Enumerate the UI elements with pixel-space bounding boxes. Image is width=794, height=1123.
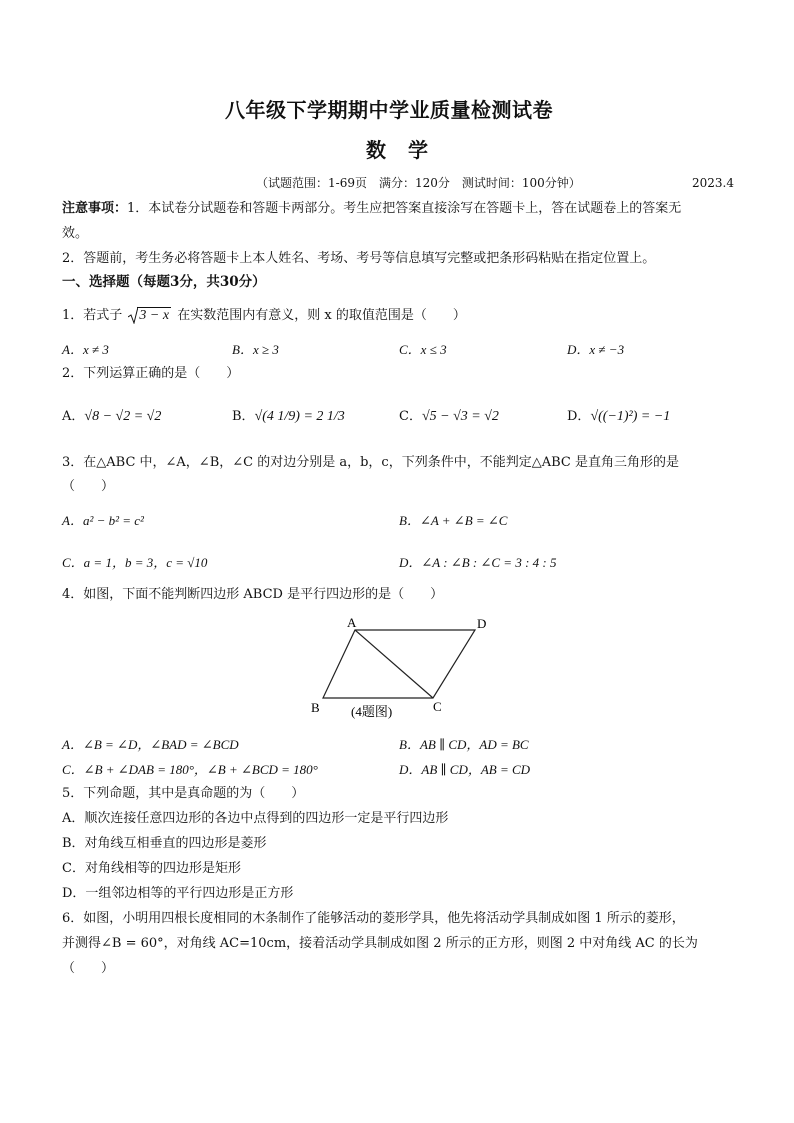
q5-option-b[interactable]: B．对角线互相垂直的四边形是菱形 — [62, 836, 267, 851]
q2-option-c-label: C． — [399, 409, 422, 424]
q2-option-a[interactable] — [62, 410, 161, 424]
q4-stem: 4．如图，下面不能判断四边形 ABCD 是平行四边形的是（ ） — [62, 587, 444, 602]
q3-option-b[interactable]: B．∠A + ∠B = ∠C — [399, 513, 508, 528]
exam-title: 八年级下学期期中学业质量检测试卷 — [225, 98, 553, 122]
section-heading: 一、选择题（每题3分，共30分） — [62, 274, 266, 290]
q1-radicand: 3 − x — [139, 308, 170, 323]
notes-label: 注意事项： — [62, 201, 128, 216]
figure-caption: (4题图) — [351, 704, 393, 719]
q1-radical — [128, 309, 171, 323]
q1-stem-post: 在实数范围内有意义，则 x 的取值范围是（ ） — [177, 308, 466, 323]
q2-option-c-expr: √5 − √3 = √2 — [421, 409, 499, 424]
q2-option-a-expr: √8 − √2 = √2 — [84, 409, 162, 424]
parallelogram-abcd — [323, 630, 475, 698]
vertex-c-label: C — [433, 699, 442, 714]
notes-line1 — [62, 202, 681, 215]
exam-date: 2023.4 — [692, 176, 734, 190]
q3-stem-paren: （ ） — [62, 479, 115, 494]
q2-option-b-expr: √(4 1/9) = 2 1/3 — [254, 409, 345, 424]
q6-line3: （ ） — [62, 961, 115, 976]
q4-option-b[interactable]: B．AB ∥ CD，AD = BC — [399, 737, 529, 752]
q2-option-d[interactable] — [567, 410, 670, 424]
vertex-b-label: B — [311, 700, 320, 715]
q1-stem-pre: 1．若式子 — [62, 308, 123, 323]
q2-option-b[interactable] — [232, 410, 345, 424]
q5-option-d[interactable]: D．一组邻边相等的平行四边形是正方形 — [62, 886, 294, 901]
q1-option-a[interactable]: A．x ≠ 3 — [62, 342, 109, 357]
q3-option-a[interactable]: A．a² − b² = c² — [62, 513, 144, 528]
q2-option-c[interactable] — [399, 410, 499, 424]
q2-stem: 2．下列运算正确的是（ ） — [62, 366, 240, 381]
q5-stem: 5．下列命题，其中是真命题的为（ ） — [62, 786, 305, 801]
q1-stem — [62, 309, 466, 323]
q5-option-c[interactable]: C．对角线相等的四边形是矩形 — [62, 861, 241, 876]
q3-option-d[interactable]: D．∠A : ∠B : ∠C = 3 : 4 : 5 — [399, 555, 557, 570]
q6-line2: 并测得∠B = 60°，对角线 AC=10cm，接着活动学具制成如图 2 所示的正方形，则图 2 中对角线 AC 的长为 — [62, 936, 698, 951]
q4-option-c[interactable]: C．∠B + ∠DAB = 180°，∠B + ∠BCD = 180° — [62, 762, 318, 777]
q2-option-d-expr: √((−1)²) = −1 — [590, 409, 671, 424]
q6-line1: 6．如图，小明用四根长度相同的木条制作了能够活动的菱形学具，他先将活动学具制成如图 1 所示的菱形， — [62, 911, 685, 926]
exam-meta: （试题范围：1-69页 满分：120分 测试时间：100分钟） — [256, 176, 581, 190]
vertex-a-label: A — [347, 615, 357, 630]
notes-text-1: 1．本试卷分试题卷和答题卡两部分。考生应把答案直接涂写在答题卡上，答在试题卷上的答案无 — [127, 201, 682, 216]
q5-option-a[interactable]: A．顺次连接任意四边形的各边中点得到的四边形一定是平行四边形 — [62, 811, 449, 826]
vertex-d-label: D — [477, 616, 487, 631]
diagonal-ac — [355, 630, 433, 698]
q2-option-b-label: B． — [232, 409, 255, 424]
q1-option-b[interactable]: B．x ≥ 3 — [232, 342, 279, 357]
q3-option-c[interactable]: C．a = 1，b = 3，c = √10 — [62, 555, 208, 570]
q1-option-d[interactable]: D．x ≠ −3 — [567, 342, 625, 357]
q2-option-d-label: D． — [567, 409, 591, 424]
q4-option-a[interactable]: A．∠B = ∠D，∠BAD = ∠BCD — [62, 737, 239, 752]
q4-parallelogram-figure — [305, 612, 505, 722]
subject-title: 数学 — [366, 138, 450, 162]
q3-stem: 3．在△ABC 中，∠A，∠B，∠C 的对边分别是 a，b，c，下列条件中，不能判定△ABC 是直角三角形的是 — [62, 455, 679, 470]
q1-option-c[interactable]: C．x ≤ 3 — [399, 342, 447, 357]
radical-sign-icon — [128, 306, 138, 324]
notes-line1b: 效。 — [62, 226, 89, 241]
q2-option-a-label: A． — [62, 409, 85, 424]
notes-line2: 2．答题前，考生务必将答题卡上本人姓名、考场、考号等信息填写完整或把条形码粘贴在指定位置上。 — [62, 251, 656, 266]
q4-option-d[interactable]: D．AB ∥ CD，AB = CD — [399, 762, 531, 777]
